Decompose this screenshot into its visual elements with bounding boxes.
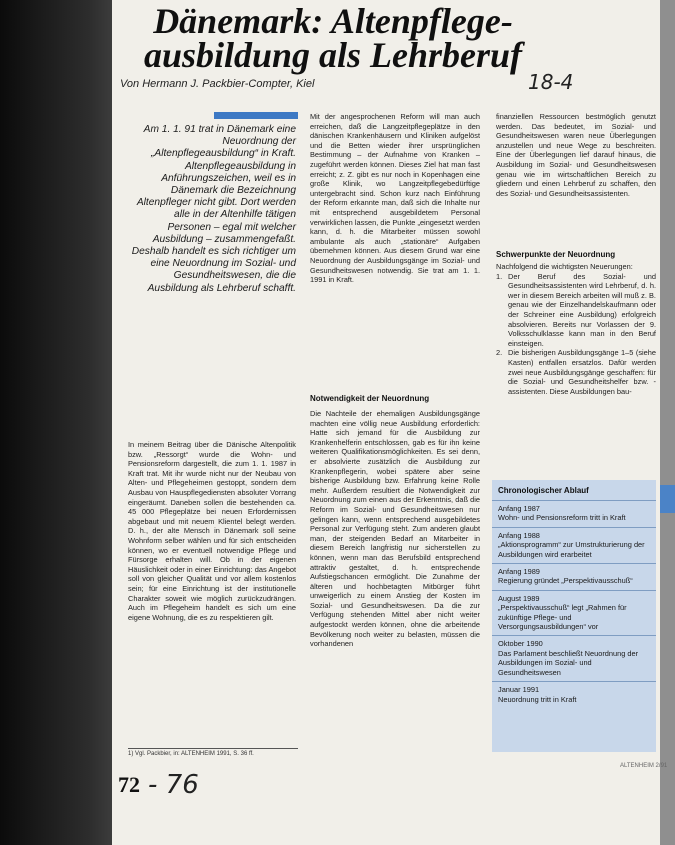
list-item-number: 2. xyxy=(496,348,503,358)
chronology-event xyxy=(492,590,656,636)
lead-accent-bar xyxy=(214,112,298,119)
body-column-2a: Mit der angesprochenen Reform will man auch erreichen, daß die Langzeitpflegeplätze in den dänischen Krankenhäusern und Kliniken aufgelöst und die Betten wieder ihrer ursprünglichen Bestimmung – der Aufnahme von Kranken – zugeführt werden können. Dieses Ziel hat man fast erreicht; z. Z. gibt es nur noch in Kopenhagen eine große Klinik, wo Langzeitpflegebedürftige untergebracht sind. Schon kurz nach Einführung der Reform erkannte man, daß sich die Inhalte nur mit entsprechend ausgebildetem Personal verwirklichen lassen, die Punkte „eingesetzt werden kann, d. h. die Mitarbeiter müssen sowohl ambulante als auch „stationäre“ Aufgaben übernehmen können. Aus diesem Grund war eine Neuordnung der Ausbildungsgänge im Sozial- und Gesundheitswesen notwendig. Sie trat am 1. 1. 1991 in Kraft. xyxy=(310,112,480,285)
blue-tab-marker xyxy=(660,485,675,513)
chronology-event xyxy=(492,500,656,527)
event-text: Das Parlament beschließt Neuordnung der Ausbildungen im Sozial- und Gesundheitswesen xyxy=(498,648,639,677)
event-text: „Perspektivausschuß“ legt „Rahmen für zukünftige Pflege- und Versorgungsausbildungen“ vor xyxy=(498,603,627,632)
event-date: Oktober 1990 xyxy=(498,639,543,649)
lead-paragraph: Am 1. 1. 91 trat in Dänemark eine Neuordnung der „Altenpflegeausbildung“ in Kraft. Altenpflegeausbildung in Anführungszeichen, weil es in Dänemark die Bezeichnung Altenpfleger nicht gibt. Dort werden alle in der Altenhilfe tätigen Personen – egal mit welcher Ausbildung – zusammengefaßt. Deshalb handelt es sich richtiger um eine Neuordnung im Sozial- und Gesundheitswesen, die die Ausbildung als Lehrberuf schafft. xyxy=(131,124,296,294)
section-heading-necessity: Notwendigkeit der Neuordnung xyxy=(310,394,430,403)
page-edge xyxy=(660,0,675,845)
body-column-3: finanziellen Ressourcen bestmöglich genutzt werden. Das bedeutet, im Sozial- und Gesundheitswesen waren neue Überlegungen anzustellen und neue Wege zu beschreiten. Eine der Überlegungen lief darauf hinaus, die Ausbildung im Sozial- und Gesundheitswesen genau wie im wirtschaftlichen Bereich zu gliedern und einen Lehrberuf zu schaffen, den des Sozial- und Gesundheitsassistenten. xyxy=(496,112,656,198)
list-item-text: Die bisherigen Ausbildungsgänge 1–5 (siehe Kasten) entfallen ersatzlos. Dafür werden zwei neue Ausbildungsgänge geschaffen: für die Sozial- und Gesundheitshelfer bzw. -assistenten. Diese Ausbildungen bau- xyxy=(508,348,656,396)
chronology-event xyxy=(492,681,656,708)
chronology-event xyxy=(492,527,656,563)
chronology-title: Chronologischer Ablauf xyxy=(498,486,589,495)
event-date: Anfang 1987 xyxy=(498,504,540,513)
event-text: Neuordnung tritt in Kraft xyxy=(498,694,577,704)
list-intro: Nachfolgend die wichtigsten Neuerungen: xyxy=(496,262,633,271)
handwritten-note-top: 18-4 xyxy=(528,70,574,94)
list-item xyxy=(496,272,656,349)
section-heading-focus: Schwerpunkte der Neuordnung xyxy=(496,250,616,259)
list-item-text: Der Beruf des Sozial- und Gesundheitsassistenten wird Lehrberuf, d. h. wer in diesem Bereich arbeiten will muß z. B. genau wie der Einzelhandelskaufmann oder der Schreiner eine Ausbildung) erfolgreich absolvieren. Bereits nur Vorlassen der 9. Volksschulklasse kann man in den Beruf einsteigen. xyxy=(508,271,656,348)
body-column-1: In meinem Beitrag über die Dänische Altenpolitik bzw. „Ressorgt“ wurde die Wohn- und Pensionsreform dargestellt, die zum 1. 1. 1987 in Kraft trat. Mit ihr wurde nicht nur der Neubau von Alten- und Pflegeheimen gestoppt, sondern dem Ausbau von Hauspflegediensten absoluter Vorrang eingeräumt. Daneben sollen die bestehenden ca. 45 000 Pflegeplätze bei neuen Erfordernissen abgebaut und mit neuem Klientel belegt werden. D. h., der alte Mensch in Dänemark soll seine Wohnform selber wählen und für sich entscheiden können, wo er eventuell notwendige Pflege und Fürsorge erhalten will. Ob in der eigenen Häuslichkeit oder in einer Einrichtung: das Angebot soll von gleicher Qualität und vor allem kostenlos sein; für eine Einrichtung ist der institutionelle Charakter soweit wie möglich zurückzudrängen. Auch im Pflegeheim handelt es sich um eine eigene Wohnung, die es zu respektieren gilt. xyxy=(128,440,296,622)
chronology-event xyxy=(492,563,656,590)
body-column-2b: Die Nachteile der ehemaligen Ausbildungsgänge machten eine völlig neue Ausbildung erforderlich: Hatte sich jemand für die Ausbildung zur Krankenhelferin entschlossen, gab es für ihn keine weiteren Qualifikationsmöglichkeiten. Es sei denn, er absolvierte zusätzlich die Ausbildung zur Krankenpflegerin, wobei spätere aber seine bisherige Ausbildung bzw. Erfahrung keine Rolle mehr. Außerdem resultiert die Notwendigkeit zur Neuordnung zum einen aus der Erkenntnis, daß die Reform im Sozial- und Gesundheitswesen nur gelingen kann, wenn entsprechend ausgebildetes Personal zur Verfügung steht. Zum anderen glaubt man, der steigenden Bedarf an Mitarbeiter in diesem Bereich langfristig nur sicherstellen zu können, wenn man das Berufsbild entsprechend attraktiv gestaltet, d. h. entsprechende Aufstiegschancen ermöglicht. Die Zunahme der älteren und hochbetagten Mitbürger führt unweigerlich zu einem Anstieg der Kosten im Sozial- und Gesundheitswesen. Da die zur Verfügung stehenden Mittel aber nicht weiter aufgestockt werden können, ohne die arbeitende Bevölkerung noch weiter zu belasten, müssen die vorhandenen xyxy=(310,409,480,649)
event-date: Anfang 1989 xyxy=(498,567,540,577)
page-number: 72 xyxy=(118,772,140,797)
handwritten-page-note: - 76 xyxy=(148,770,199,800)
chronology-list xyxy=(492,500,656,708)
footer-mark: ALTENHEIM 2/91 xyxy=(620,763,668,769)
chronology-event xyxy=(492,635,656,681)
article-author: Von Hermann J. Packbier-Compter, Kiel xyxy=(120,78,315,90)
footnote: 1) Vgl. Packbier, in: ALTENHEIM 1991, S. 36 ff. xyxy=(128,748,298,757)
event-text: Wohn- und Pensionsreform tritt in Kraft xyxy=(498,513,626,523)
event-text: „Aktionsprogramm“ zur Umstrukturierung der Ausbildungen wird erarbeitet xyxy=(498,540,645,559)
reform-list xyxy=(496,262,656,396)
event-date: August 1989 xyxy=(498,593,540,603)
chronology-box xyxy=(492,480,656,752)
list-item xyxy=(496,348,656,396)
event-text: Regierung gründet „Perspektivausschuß“ xyxy=(498,576,633,586)
event-date: Januar 1991 xyxy=(498,685,540,695)
article-title: Dänemark: Altenpflege-ausbildung als Lehrberuf xyxy=(143,1,523,75)
list-item-number: 1. xyxy=(496,271,503,281)
event-date: Anfang 1988 xyxy=(498,530,540,540)
scan-shadow xyxy=(0,0,112,845)
